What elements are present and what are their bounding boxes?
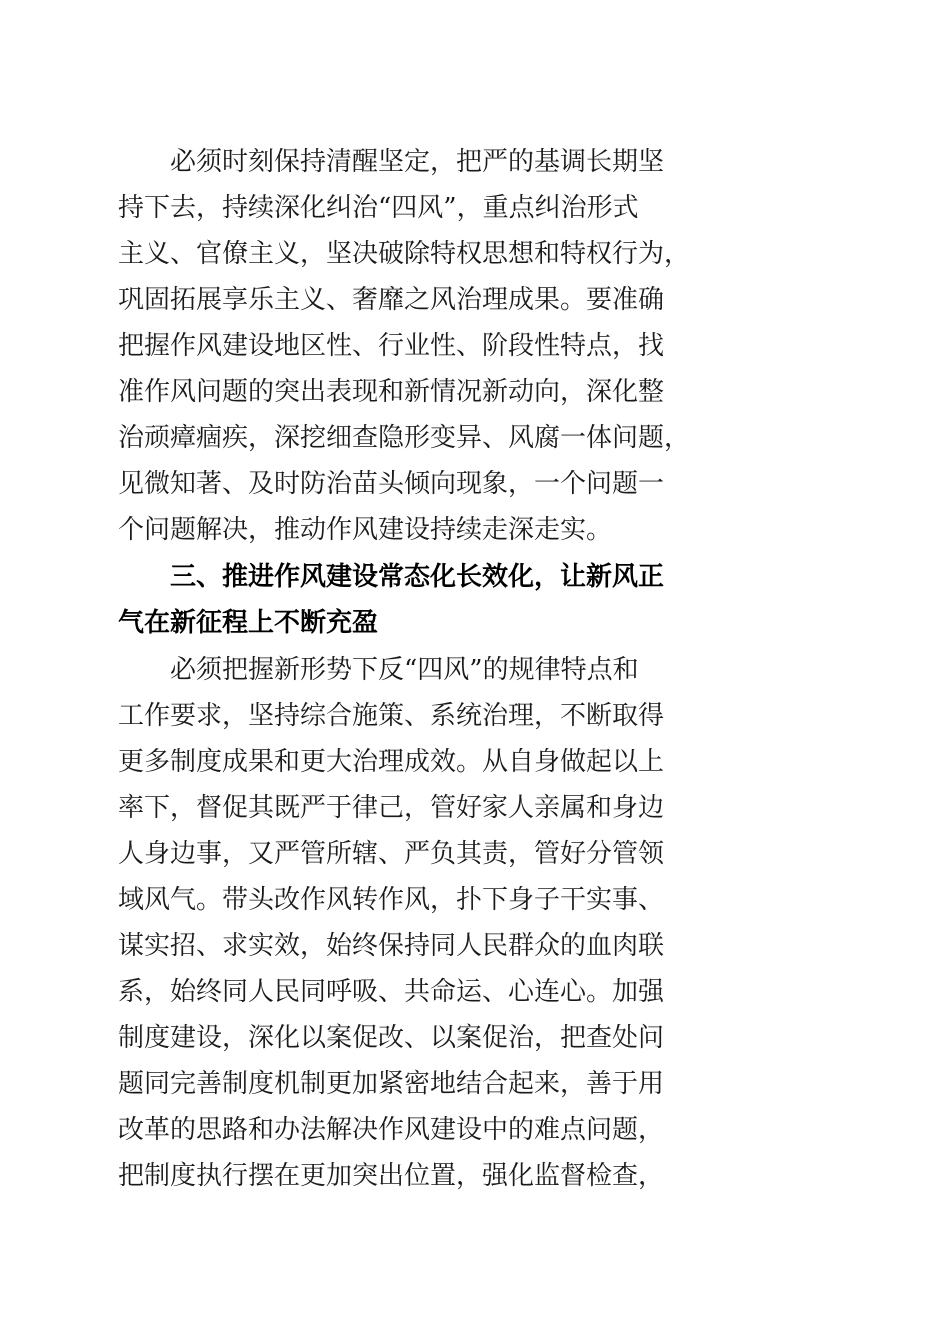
paragraph-2-line-4: 率下，督促其既严于律己，管好家人亲属和身边 — [118, 793, 665, 823]
paragraph-2-line-8: 系，始终同人民同呼吸、共命运、心连心。加强 — [118, 977, 665, 1007]
paragraph-1-line-8: 见微知著、及时防治苗头倾向现象，一个问题一 — [118, 469, 665, 499]
section-heading-line-1: 三、推进作风建设常态化长效化，让新风正 — [118, 562, 665, 592]
paragraph-1-line-5: 把握作风建设地区性、行业性、阶段性特点，找 — [118, 331, 665, 361]
paragraph-2-line-11: 改革的思路和办法解决作风建设中的难点问题， — [118, 1115, 665, 1145]
paragraph-2-line-9: 制度建设，深化以案促改、以案促治，把查处问 — [118, 1023, 665, 1053]
paragraph-1-line-6: 准作风问题的突出表现和新情况新动向，深化整 — [118, 377, 665, 407]
paragraph-1-line-3: 主义、官僚主义，坚决破除特权思想和特权行为， — [118, 239, 691, 269]
paragraph-2-line-1: 必须把握新形势下反“四风”的规律特点和 — [118, 655, 639, 685]
paragraph-2-line-12: 把制度执行摆在更加突出位置，强化监督检查， — [118, 1161, 665, 1191]
paragraph-2-line-6: 域风气。带头改作风转作风，扑下身子干实事、 — [118, 885, 665, 915]
paragraph-1-line-7: 治顽瘴痼疾，深挖细查隐形变异、风腐一体问题， — [118, 423, 691, 453]
paragraph-1-line-2: 持下去，持续深化纠治“四风”，重点纠治形式 — [118, 193, 639, 223]
paragraph-1-line-9: 个问题解决，推动作风建设持续走深走实。 — [118, 515, 613, 545]
paragraph-2-line-10: 题同完善制度机制更加紧密地结合起来，善于用 — [118, 1069, 665, 1099]
paragraph-2-line-3: 更多制度成果和更大治理成效。从自身做起以上 — [118, 747, 665, 777]
paragraph-2-line-7: 谋实招、求实效，始终保持同人民群众的血肉联 — [118, 931, 665, 961]
paragraph-2-line-5: 人身边事，又严管所辖、严负其责，管好分管领 — [118, 839, 665, 869]
paragraph-1-line-1: 必须时刻保持清醒坚定，把严的基调长期坚 — [118, 147, 665, 177]
section-heading-line-2: 气在新征程上不断充盈 — [118, 608, 379, 638]
paragraph-2-line-2: 工作要求，坚持综合施策、系统治理，不断取得 — [118, 701, 665, 731]
paragraph-1-line-4: 巩固拓展享乐主义、奢靡之风治理成果。要准确 — [118, 285, 665, 315]
